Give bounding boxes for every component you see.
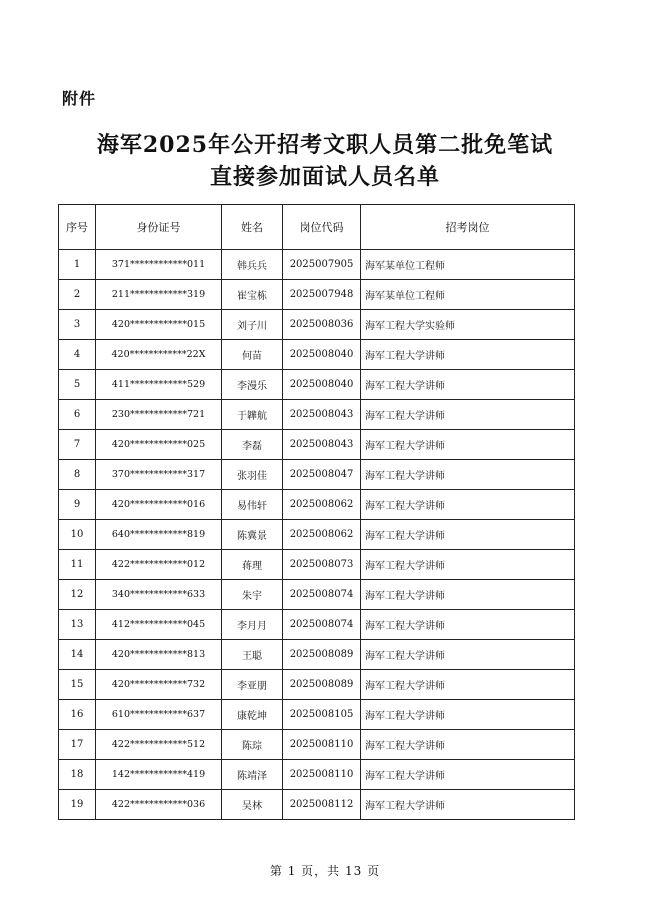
cell-id-number: 420************025 — [96, 430, 222, 460]
page-footer: 第 1 页，共 13 页 — [269, 864, 381, 878]
cell-index: 2 — [59, 280, 96, 310]
cell-name: 于韡航 — [222, 400, 283, 430]
cell-index: 15 — [59, 670, 96, 700]
table-row — [59, 250, 575, 280]
table-body — [59, 250, 575, 820]
cell-id-number: 411************529 — [96, 370, 222, 400]
cell-name: 李漫乐 — [222, 370, 283, 400]
cell-position-code: 2025008089 — [283, 670, 361, 700]
cell-name: 陈冀景 — [222, 520, 283, 550]
cell-position-code: 2025008036 — [283, 310, 361, 340]
table-row — [59, 460, 575, 490]
cell-index: 11 — [59, 550, 96, 580]
cell-position: 海军工程大学讲师 — [361, 640, 575, 670]
header-position: 招考岗位 — [361, 205, 575, 250]
cell-index: 19 — [59, 790, 96, 820]
table-row — [59, 760, 575, 790]
table-row — [59, 370, 575, 400]
cell-name: 何苗 — [222, 340, 283, 370]
cell-id-number: 422************036 — [96, 790, 222, 820]
cell-position-code: 2025008043 — [283, 430, 361, 460]
cell-id-number: 230************721 — [96, 400, 222, 430]
cell-position: 海军某单位工程师 — [361, 250, 575, 280]
table-row — [59, 730, 575, 760]
cell-id-number: 420************22X — [96, 340, 222, 370]
candidate-table — [58, 204, 575, 820]
cell-index: 9 — [59, 490, 96, 520]
cell-position-code: 2025008110 — [283, 760, 361, 790]
table-row — [59, 670, 575, 700]
cell-index: 12 — [59, 580, 96, 610]
cell-position: 海军工程大学讲师 — [361, 460, 575, 490]
cell-position: 海军工程大学讲师 — [361, 760, 575, 790]
cell-position-code: 2025007948 — [283, 280, 361, 310]
cell-id-number: 420************732 — [96, 670, 222, 700]
cell-index: 14 — [59, 640, 96, 670]
cell-position: 海军工程大学讲师 — [361, 700, 575, 730]
cell-position-code: 2025008074 — [283, 580, 361, 610]
cell-name: 蒋理 — [222, 550, 283, 580]
cell-index: 1 — [59, 250, 96, 280]
cell-position: 海军工程大学讲师 — [361, 610, 575, 640]
header-position-code: 岗位代码 — [283, 205, 361, 250]
cell-id-number: 412************045 — [96, 610, 222, 640]
cell-id-number: 420************813 — [96, 640, 222, 670]
cell-position-code: 2025007905 — [283, 250, 361, 280]
cell-position-code: 2025008047 — [283, 460, 361, 490]
table-row — [59, 610, 575, 640]
table-row — [59, 790, 575, 820]
cell-name: 韩兵兵 — [222, 250, 283, 280]
cell-position-code: 2025008112 — [283, 790, 361, 820]
cell-index: 16 — [59, 700, 96, 730]
cell-position: 海军工程大学讲师 — [361, 580, 575, 610]
cell-index: 17 — [59, 730, 96, 760]
cell-name: 朱宇 — [222, 580, 283, 610]
table-row — [59, 490, 575, 520]
cell-name: 陈琮 — [222, 730, 283, 760]
cell-position-code: 2025008062 — [283, 520, 361, 550]
cell-name: 刘子川 — [222, 310, 283, 340]
table-row — [59, 700, 575, 730]
cell-id-number: 420************015 — [96, 310, 222, 340]
document-title-line-2: 直接参加面试人员名单 — [209, 164, 440, 190]
cell-name: 李月月 — [222, 610, 283, 640]
table-header-row — [59, 205, 575, 250]
cell-index: 6 — [59, 400, 96, 430]
cell-index: 3 — [59, 310, 96, 340]
cell-index: 13 — [59, 610, 96, 640]
cell-name: 崔宝栋 — [222, 280, 283, 310]
cell-id-number: 422************012 — [96, 550, 222, 580]
cell-position: 海军工程大学讲师 — [361, 520, 575, 550]
cell-index: 8 — [59, 460, 96, 490]
cell-position: 海军工程大学讲师 — [361, 370, 575, 400]
cell-name: 易伟轩 — [222, 490, 283, 520]
cell-position: 海军工程大学讲师 — [361, 730, 575, 760]
cell-position: 海军工程大学讲师 — [361, 340, 575, 370]
cell-index: 7 — [59, 430, 96, 460]
table-row — [59, 280, 575, 310]
cell-name: 张羽佳 — [222, 460, 283, 490]
cell-id-number: 142************419 — [96, 760, 222, 790]
table-row — [59, 580, 575, 610]
document-title-line-1: 海军2025年公开招考文职人员第二批免笔试 — [96, 132, 554, 158]
cell-position-code: 2025008043 — [283, 400, 361, 430]
cell-name: 王聪 — [222, 640, 283, 670]
cell-id-number: 420************016 — [96, 490, 222, 520]
cell-id-number: 371************011 — [96, 250, 222, 280]
cell-name: 李亚朋 — [222, 670, 283, 700]
table-row — [59, 520, 575, 550]
cell-name: 康乾坤 — [222, 700, 283, 730]
header-id-number: 身份证号 — [96, 205, 222, 250]
cell-id-number: 211************319 — [96, 280, 222, 310]
header-name: 姓名 — [222, 205, 283, 250]
cell-position: 海军工程大学讲师 — [361, 430, 575, 460]
cell-id-number: 422************512 — [96, 730, 222, 760]
cell-position: 海军工程大学讲师 — [361, 490, 575, 520]
cell-position: 海军工程大学讲师 — [361, 550, 575, 580]
table-row — [59, 340, 575, 370]
attachment-label: 附件 — [62, 89, 97, 108]
cell-position-code: 2025008105 — [283, 700, 361, 730]
cell-id-number: 340************633 — [96, 580, 222, 610]
cell-position-code: 2025008089 — [283, 640, 361, 670]
cell-position: 海军工程大学讲师 — [361, 400, 575, 430]
cell-index: 5 — [59, 370, 96, 400]
cell-id-number: 370************317 — [96, 460, 222, 490]
cell-name: 吴林 — [222, 790, 283, 820]
cell-position-code: 2025008062 — [283, 490, 361, 520]
cell-name: 陈靖泽 — [222, 760, 283, 790]
table-row — [59, 550, 575, 580]
table-row — [59, 640, 575, 670]
cell-position-code: 2025008110 — [283, 730, 361, 760]
cell-position: 海军工程大学讲师 — [361, 790, 575, 820]
header-index: 序号 — [59, 205, 96, 250]
cell-name: 李磊 — [222, 430, 283, 460]
table-row — [59, 400, 575, 430]
cell-position-code: 2025008040 — [283, 370, 361, 400]
cell-position-code: 2025008073 — [283, 550, 361, 580]
cell-id-number: 640************819 — [96, 520, 222, 550]
cell-position-code: 2025008040 — [283, 340, 361, 370]
cell-position-code: 2025008074 — [283, 610, 361, 640]
cell-id-number: 610************637 — [96, 700, 222, 730]
cell-index: 18 — [59, 760, 96, 790]
cell-index: 4 — [59, 340, 96, 370]
cell-position: 海军工程大学讲师 — [361, 670, 575, 700]
cell-position: 海军工程大学实验师 — [361, 310, 575, 340]
cell-position: 海军某单位工程师 — [361, 280, 575, 310]
table-row — [59, 430, 575, 460]
table-row — [59, 310, 575, 340]
cell-index: 10 — [59, 520, 96, 550]
